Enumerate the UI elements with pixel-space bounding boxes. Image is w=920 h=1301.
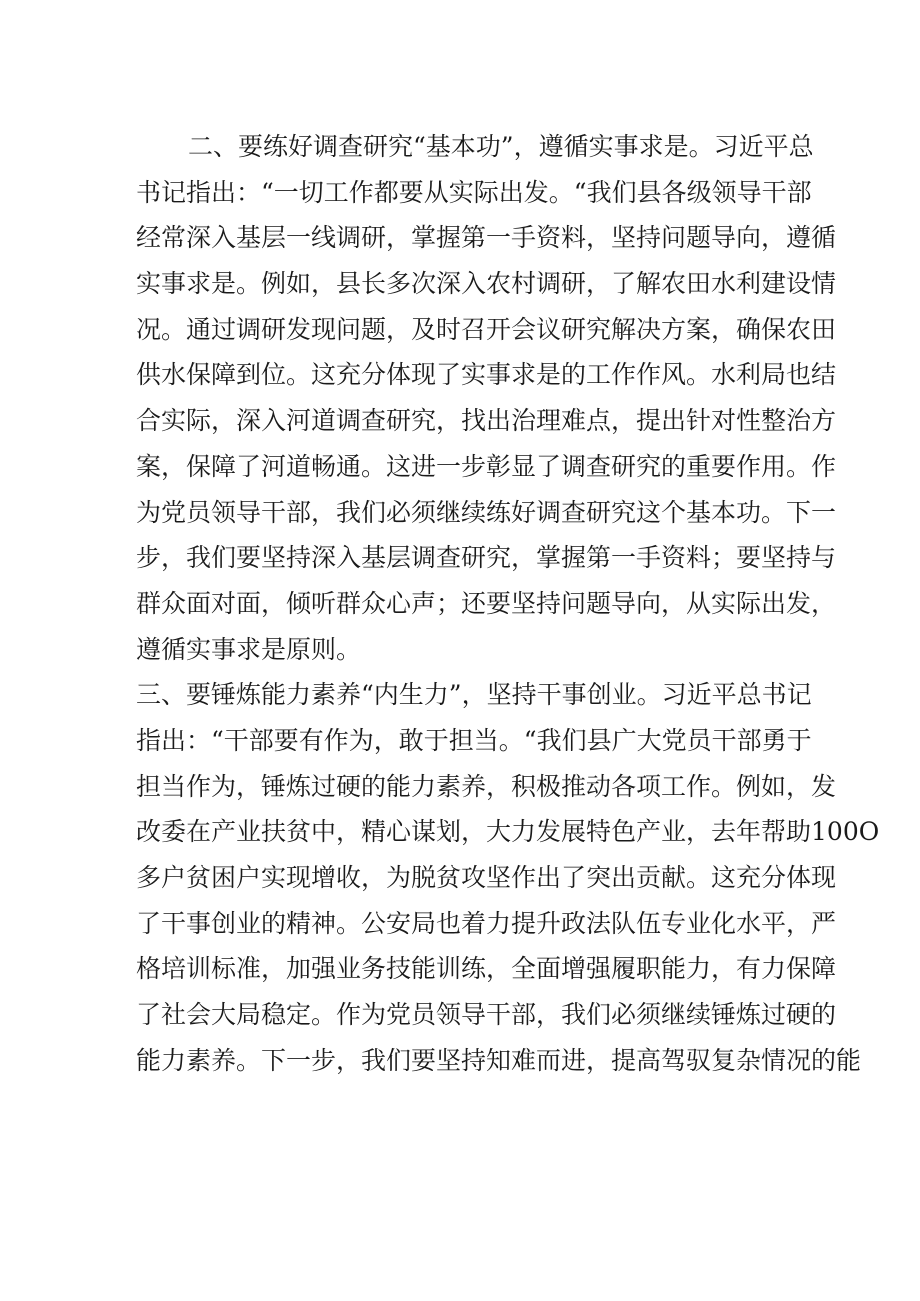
text-line: 况。通过调研发现问题，及时召开会议研究解决方案，确保农田 xyxy=(136,314,837,344)
text-line: 格培训标准，加强业务技能训练，全面增强履职能力，有力保障 xyxy=(136,954,837,984)
text-line: 能力素养。下一步，我们要坚持知难而进，提高驾驭复杂情况的能 xyxy=(136,1045,862,1075)
paragraph-2-heading-line: 二、要练好调查研究“基本功”，遵循实事求是。习近平总 xyxy=(188,132,814,161)
paragraph-3-heading-line: 三、要锤炼能力素养“内生力”，坚持干事创业。习近平总书记 xyxy=(136,680,812,710)
document-body xyxy=(136,124,880,1083)
text-line: 改委在产业扶贫中，精心谋划，大力发展特色产业，去年帮助100O xyxy=(136,817,880,847)
text-line: 为党员领导干部，我们必须继续练好调查研究这个基本功。下一 xyxy=(136,497,837,527)
text-line: 案，保障了河道畅通。这进一步彰显了调查研究的重要作用。作 xyxy=(136,451,837,481)
text-line: 了干事创业的精神。公安局也着力提升政法队伍专业化水平，严 xyxy=(136,908,837,938)
text-line: 步，我们要坚持深入基层调查研究，掌握第一手资料；要坚持与 xyxy=(136,543,837,573)
text-line: 合实际，深入河道调查研究，找出治理难点，提出针对性整治方 xyxy=(136,406,837,436)
text-line: 群众面对面，倾听群众心声；还要坚持问题导向，从实际出发， xyxy=(136,588,837,618)
text-line: 了社会大局稳定。作为党员领导干部，我们必须继续锤炼过硬的 xyxy=(136,1000,837,1030)
text-line: 供水保障到位。这充分体现了实事求是的工作作风。水利局也结 xyxy=(136,360,837,390)
text-line: 书记指出：“一切工作都要从实际出发。“我们县各级领导干部 xyxy=(136,177,812,207)
text-line: 经常深入基层一线调研，掌握第一手资料，坚持问题导向，遵循 xyxy=(136,223,837,253)
text-line: 指出：“干部要有作为，敢于担当。“我们县广大党员干部勇于 xyxy=(136,725,812,755)
text-line: 实事求是。例如，县长多次深入农村调研，了解农田水利建设情 xyxy=(136,269,837,299)
text-line: 多户贫困户实现增收，为脱贫攻坚作出了突出贡献。这充分体现 xyxy=(136,863,837,892)
text-line: 遵循实事求是原则。 xyxy=(136,634,362,664)
text-line: 担当作为，锤炼过硬的能力素养，积极推动各项工作。例如，发 xyxy=(136,771,837,801)
